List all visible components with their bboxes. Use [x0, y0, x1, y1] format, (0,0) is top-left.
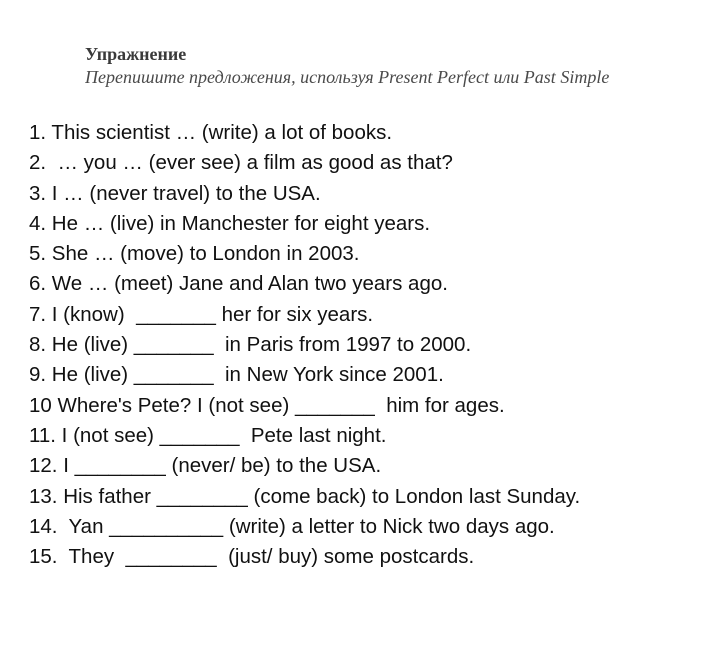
exercise-item-1: 1. This scientist … (write) a lot of books.	[29, 121, 393, 144]
exercise-header	[85, 43, 720, 89]
exercise-list	[29, 118, 709, 572]
exercise-item-2: 2. … you … (ever see) a film as good as that?	[29, 151, 453, 175]
exercise-instruction: Перепишите предложения, используя Present Perfect или Past Simple	[85, 67, 610, 87]
exercise-item-14: 14. Yan __________ (write) a letter to Nick two days ago.	[29, 514, 555, 538]
exercise-item-7: 7. I (know) _______ her for six years.	[29, 302, 374, 326]
exercise-item-6: 6. We … (meet) Jane and Alan two years ago.	[29, 272, 448, 296]
exercise-title: Упражнение	[85, 44, 187, 64]
exercise-item-4: 4. He … (live) in Manchester for eight years.	[29, 211, 431, 235]
exercise-item-10: 10 Where's Pete? I (not see) _______ him for ages.	[29, 393, 505, 417]
exercise-item-12: 12. I ________ (never/ be) to the USA.	[29, 454, 382, 478]
exercise-item-9: 9. He (live) _______ in New York since 2001.	[29, 363, 444, 387]
exercise-item-5: 5. She … (move) to London in 2003.	[29, 242, 360, 266]
exercise-item-3: 3. I … (never travel) to the USA.	[29, 181, 321, 205]
exercise-item-11: 11. I (not see) _______ Pete last night.	[29, 423, 387, 447]
exercise-item-13: 13. His father ________ (come back) to London last Sunday.	[29, 484, 581, 508]
exercise-item-15: 15. They ________ (just/ buy) some postcards.	[29, 545, 475, 569]
exercise-item-8: 8. He (live) _______ in Paris from 1997 to 2000.	[29, 333, 472, 357]
